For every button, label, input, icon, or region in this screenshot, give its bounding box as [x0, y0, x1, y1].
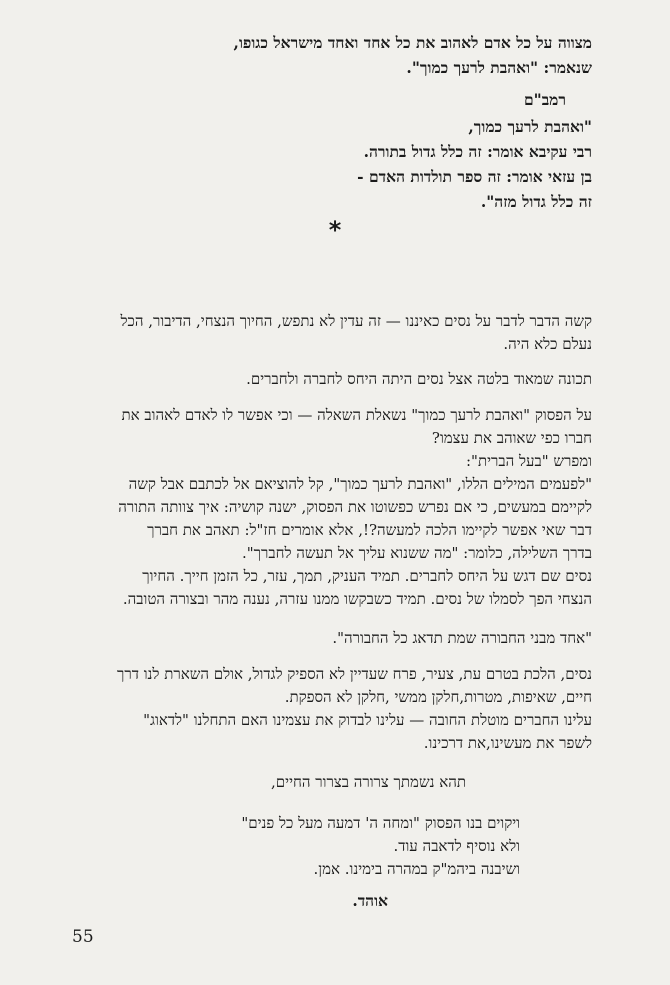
paragraph-3-line-9: הנצחי הפך לסמלו של נסים. תמיד כשבקשו ממנו עזרה, נענה מהר ובצורה הטובה. — [122, 590, 592, 608]
paragraph-3-line-2: חברו כפי שאוהב את עצמו? — [431, 429, 592, 447]
quote-line-4: זה כלל גדול מזה". — [480, 192, 592, 211]
quote-line-2: רבי עקיבא אומר: זה כלל גדול בתורה. — [363, 142, 592, 161]
paragraph-3-line-3: ומפרש "בעל הברית": — [465, 452, 592, 470]
page-number: 55 — [72, 927, 94, 947]
section-separator: * — [328, 216, 342, 244]
verse-line-1: ויקוים בנו הפסוק "ומחה ה' דמעה מעל כל פנים" — [241, 814, 520, 832]
paragraph-3-line-1: על הפסוק "ואהבת לרעך כמוך" נשאלת השאלה — וכי אפשר לו לאדם לאהוב את — [121, 406, 592, 424]
paragraph-5-line-3: עלינו החברים מוטלת החובה — עלינו לבדוק את עצמינו האם התחלנו "לדאוג" — [143, 711, 592, 729]
paragraph-2-line-1: תכונה שמאוד בלטה אצל נסים היתה היחס לחברה ולחברים. — [246, 370, 592, 388]
paragraph-5-line-2: חיים, שאיפות, מטרות,חלקן ממשי ,חלקן לא הספקת. — [284, 688, 592, 706]
paragraph-1-line-2: נעלם כלא היה. — [503, 335, 592, 353]
paragraph-3-line-8: נסים שם דגש על היחס לחברים. תמיד העניק, תמך, עזר, כל הזמן חייך. החיוך — [142, 567, 592, 585]
signature: אוהד. — [352, 891, 388, 910]
paragraph-4-line-1: "אחד מבני החבורה שמת תדאג כל החבורה". — [332, 629, 592, 647]
paragraph-3-line-4: "לפעמים המילים הללו, "ואהבת לרעך כמוך", קל להוציאם אל לכתבם אבל קשה — [128, 475, 592, 493]
rambam-attribution: רמב"ם — [523, 90, 566, 109]
paragraph-3-line-5: לקיימם במעשים, כי אם נפרש כפשוטו את הפסוק, ישנה קושיה: איך צוותה התורה — [118, 498, 592, 516]
paragraph-5-line-1: נסים, הלכת בטרם עת, צעיר, פרח שעדיין לא הספיק לגדול, אולם השארת לנו דרך — [116, 665, 592, 683]
paragraph-5-line-4: לשפר את מעשינו,את דרכינו. — [423, 734, 592, 752]
paragraph-1-line-1: קשה הדבר לדבר על נסים כאיננו — זה עדין לא נתפש, החיוך הנצחי, הדיבור, הכל — [120, 312, 592, 330]
paragraph-3-line-7: בדרך השלילה, כלומר: "מה ששנוא עליך אל תעשה לחברך". — [241, 544, 592, 562]
verse-line-3: ושיבנה ביהמ"ק במהרה בימינו. אמן. — [313, 860, 520, 878]
quote-line-1: "ואהבת לרעך כמוך, — [468, 117, 592, 136]
mitzvah-line-1: מצווה על כל אדם לאהוב את כל אחד ואחד מישראל כגופו, — [233, 33, 592, 52]
quote-line-3: בן עזאי אומר: זה ספר תולדות האדם - — [357, 167, 592, 186]
verse-line-2: ולא נוסיף לדאבה עוד. — [393, 837, 520, 855]
mitzvah-line-2: שנאמר: "ואהבת לרעך כמוך". — [406, 58, 592, 77]
blessing-line: תהא נשמתך צרורה בצרור החיים, — [271, 773, 466, 791]
paragraph-3-line-6: דבר שאי אפשר לקיימו הלכה למעשה?!, אלא אומרים חז"ל: תאהב את חברך — [147, 521, 592, 539]
